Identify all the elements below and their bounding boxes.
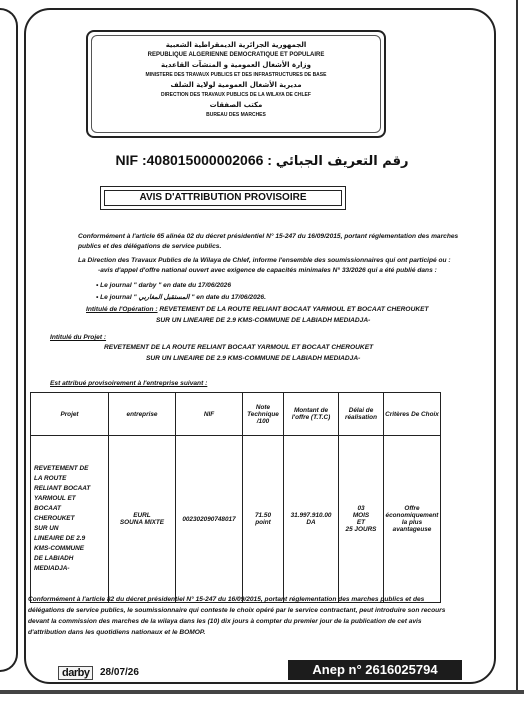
header-ministry: MINISTERE DES TRAVAUX PUBLICS ET DES INFRASTRUCTURES DE BASE bbox=[145, 72, 327, 78]
cell-entreprise: EURL SOUNA MIXTE bbox=[109, 436, 176, 603]
col-header-nif: NIF bbox=[176, 393, 243, 436]
header-bureau-ar: مكتب الصفقات bbox=[209, 101, 263, 109]
col-header-delai: Délai de réalisation bbox=[339, 393, 384, 436]
attribution-table bbox=[30, 392, 441, 603]
header-republic-ar: الجمهورية الجزائرية الديمقراطية الشعبية bbox=[165, 41, 307, 49]
header-direction-ar: مديرية الأشغال العمومية لولاية الشلف bbox=[170, 81, 302, 89]
nif-label: NIF :408015000002066 : bbox=[115, 152, 272, 168]
bottom-rule bbox=[0, 690, 524, 694]
project-label: Intitulé du Projet : bbox=[50, 334, 107, 341]
operation-label: Intitulé de l'Opération : bbox=[86, 306, 158, 313]
paragraph-1b: publics et des délégations de service publics. bbox=[78, 243, 222, 250]
header-ministry-ar: وزارة الأشغال العمومية و المنشآت القاعدية bbox=[161, 61, 311, 69]
nif-label-ar: رقم التعريف الجبائي bbox=[275, 154, 409, 169]
cell-montant: 31.997.910.00 DA bbox=[284, 436, 339, 603]
col-header-criteres: Critères De Choix bbox=[384, 393, 441, 436]
project-line-1: REVETEMENT DE LA ROUTE RELIANT BOCAAT YARMOUL ET BOCAAT CHEROUKET bbox=[104, 344, 374, 351]
paragraph-2b: -avis d'appel d'offre national ouvert avec exigence de capacités minimales N° 33/2026 qui a été publié dans : bbox=[98, 267, 437, 274]
cell-nif: 002302090748017 bbox=[176, 436, 243, 603]
attribution-label: Est attribué provisoirement à l'entreprise suivant : bbox=[50, 380, 208, 387]
anep-number: Anep n° 2616025794 bbox=[288, 660, 462, 680]
darby-logo: darby bbox=[58, 666, 93, 680]
notice-title: AVIS D'ATTRIBUTION PROVISOIRE bbox=[104, 190, 342, 206]
table-row bbox=[31, 436, 441, 603]
operation-line-2: SUR UN LINEAIRE DE 2.9 KMS-COMMUNE DE LABIADH MEDIADJA- bbox=[156, 317, 371, 324]
col-header-entreprise: entreprise bbox=[109, 393, 176, 436]
header-bureau: BUREAU DES MARCHES bbox=[206, 112, 266, 118]
footer-paragraph: Conformément à l'article 82 du décret présidentiel N° 15-247 du 16/09/2015, portant réglementation des marches publics et des délégations de service publics, le soumissionnaire qui conteste le choix opéré par le service contractant, peut introduire son recours devant la commission des marches de la wilaya dans les (10) dix jours à compter du premier jour de la publication de cet avis d'attribution dans les quotidiens nationaux et le BOMOP. bbox=[28, 596, 446, 636]
project-line-2: SUR UN LINEAIRE DE 2.9 KMS-COMMUNE DE LABIADH MEDIADJA- bbox=[146, 355, 361, 362]
paragraph-1a: Conformément à l'article 65 alinéa 02 du décret présidentiel N° 15-247 du 16/09/2015, portant réglementation des marches bbox=[78, 233, 459, 240]
journal-bullet-2: • Le journal " المستقبل المغاربي " en date du 17/06/2026. bbox=[96, 294, 266, 301]
header-box bbox=[86, 30, 386, 138]
col-header-montant: Montant de l'offre (T.T.C) bbox=[284, 393, 339, 436]
publication-date: 28/07/26 bbox=[100, 667, 139, 678]
table-header-row bbox=[31, 393, 441, 436]
col-header-note: Note Technique /100 bbox=[243, 393, 284, 436]
paragraph-2a: La Direction des Travaux Publics de la Wilaya de Chlef, informe l'ensemble des soumissionnaires qui ont participé ou : bbox=[78, 257, 451, 264]
page-edge-right bbox=[516, 0, 518, 690]
adjacent-page-edge bbox=[0, 8, 18, 672]
cell-projet: REVETEMENT DE LA ROUTE RELIANT BOCAAT YARMOUL ET BOCAAT CHEROUKET SUR UN LINEAIRE DE 2.9 KMS-COMMUNE DE LABIADH MEDIADJA- bbox=[31, 436, 109, 603]
header-inner bbox=[91, 35, 381, 133]
header-direction: DIRECTION DES TRAVAUX PUBLICS DE LA WILAYA DE CHLEF bbox=[161, 92, 311, 98]
cell-delai: 03 MOIS ET 25 JOURS bbox=[339, 436, 384, 603]
title-box bbox=[100, 186, 346, 210]
cell-note: 71.50 point bbox=[243, 436, 284, 603]
cell-criteres: Offre économiquement la plus avantageuse bbox=[384, 436, 441, 603]
col-header-projet: Projet bbox=[31, 393, 109, 436]
nif-line bbox=[0, 152, 524, 169]
operation-line-1: REVETEMENT DE LA ROUTE RELIANT BOCAAT YARMOUL ET BOCAAT CHEROUKET bbox=[159, 306, 429, 313]
header-republic: REPUBLIQUE ALGERIENNE DEMOCRATIQUE ET POPULAIRE bbox=[147, 52, 325, 58]
journal-bullet-1: • Le journal " darby " en date du 17/06/2026 bbox=[96, 282, 231, 289]
